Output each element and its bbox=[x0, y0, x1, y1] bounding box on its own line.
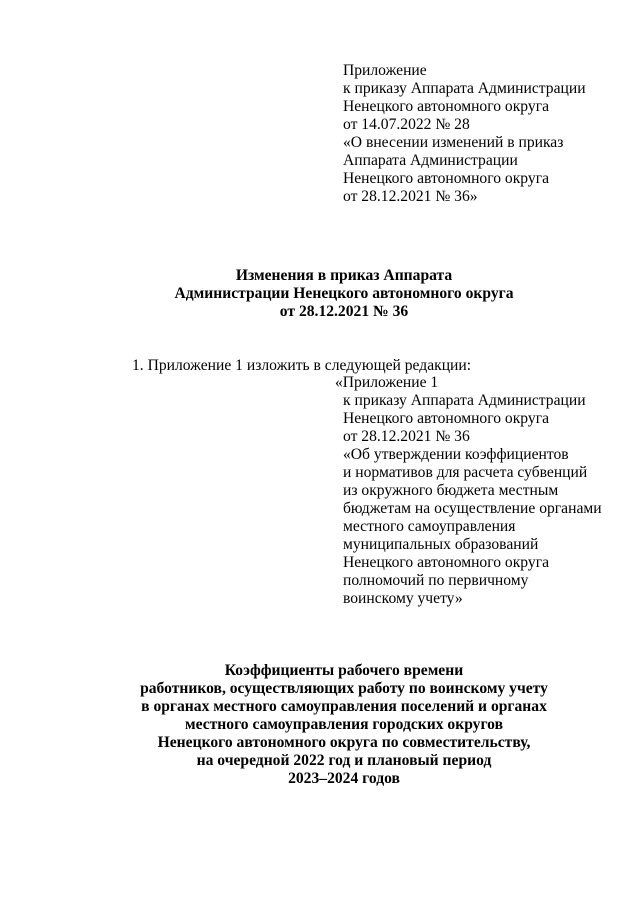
appendix-1-line: «Приложение 1 bbox=[335, 374, 439, 391]
changes-title-line: Администрации Ненецкого автономного округа bbox=[174, 285, 514, 302]
item-1-text: 1. Приложение 1 изложить в следующей редакции: bbox=[132, 357, 472, 374]
appendix-header-line: Ненецкого автономного округа bbox=[343, 170, 550, 187]
coefficients-title-line: Ненецкого автономного округа по совместительству, bbox=[157, 734, 531, 751]
coefficients-title bbox=[0, 662, 640, 788]
coefficients-title-line: на очередной 2022 год и плановый период bbox=[196, 752, 492, 769]
appendix-1-line: полномочий по первичному bbox=[343, 572, 529, 589]
coefficients-title-line: работников, осуществляющих работу по воинскому учету bbox=[140, 680, 548, 697]
appendix-header-line: «О внесении изменений в приказ bbox=[343, 134, 564, 151]
appendix-1-header bbox=[335, 374, 602, 608]
item-1-paragraph bbox=[132, 357, 471, 375]
appendix-header-line: Приложение bbox=[343, 62, 427, 79]
coefficients-title-line: в органах местного самоуправления поселений и органах bbox=[141, 698, 547, 715]
appendix-header-line: к приказу Аппарата Администрации bbox=[343, 80, 586, 97]
appendix-1-line: из окружного бюджета местным bbox=[343, 482, 559, 499]
appendix-header-line: от 14.07.2022 № 28 bbox=[343, 116, 470, 133]
appendix-1-line: от 28.12.2021 № 36 bbox=[343, 428, 470, 445]
appendix-1-line: бюджетам на осуществление органами bbox=[343, 500, 602, 517]
appendix-header-line: Аппарата Администрации bbox=[343, 152, 518, 169]
appendix-1-line: и нормативов для расчета субвенций bbox=[343, 464, 588, 481]
coefficients-title-line: 2023–2024 годов bbox=[288, 770, 400, 787]
appendix-1-line: местного самоуправления bbox=[343, 518, 516, 535]
appendix-header bbox=[343, 62, 586, 206]
appendix-1-line: «Об утверждении коэффициентов bbox=[343, 446, 569, 463]
coefficients-title-line: местного самоуправления городских округов bbox=[184, 716, 503, 733]
appendix-1-line: к приказу Аппарата Администрации bbox=[343, 392, 586, 409]
changes-title-line: Изменения в приказ Аппарата bbox=[235, 267, 453, 284]
appendix-header-line: Ненецкого автономного округа bbox=[343, 98, 550, 115]
changes-title bbox=[0, 267, 640, 321]
appendix-1-line: муниципальных образований bbox=[343, 536, 539, 553]
appendix-1-line: Ненецкого автономного округа bbox=[343, 410, 550, 427]
appendix-1-line: Ненецкого автономного округа bbox=[343, 554, 550, 571]
coefficients-title-line: Коэффициенты рабочего времени bbox=[224, 662, 464, 679]
appendix-header-line: от 28.12.2021 № 36» bbox=[343, 188, 478, 205]
changes-title-line: от 28.12.2021 № 36 bbox=[279, 303, 409, 320]
appendix-1-line: воинскому учету» bbox=[343, 590, 463, 607]
